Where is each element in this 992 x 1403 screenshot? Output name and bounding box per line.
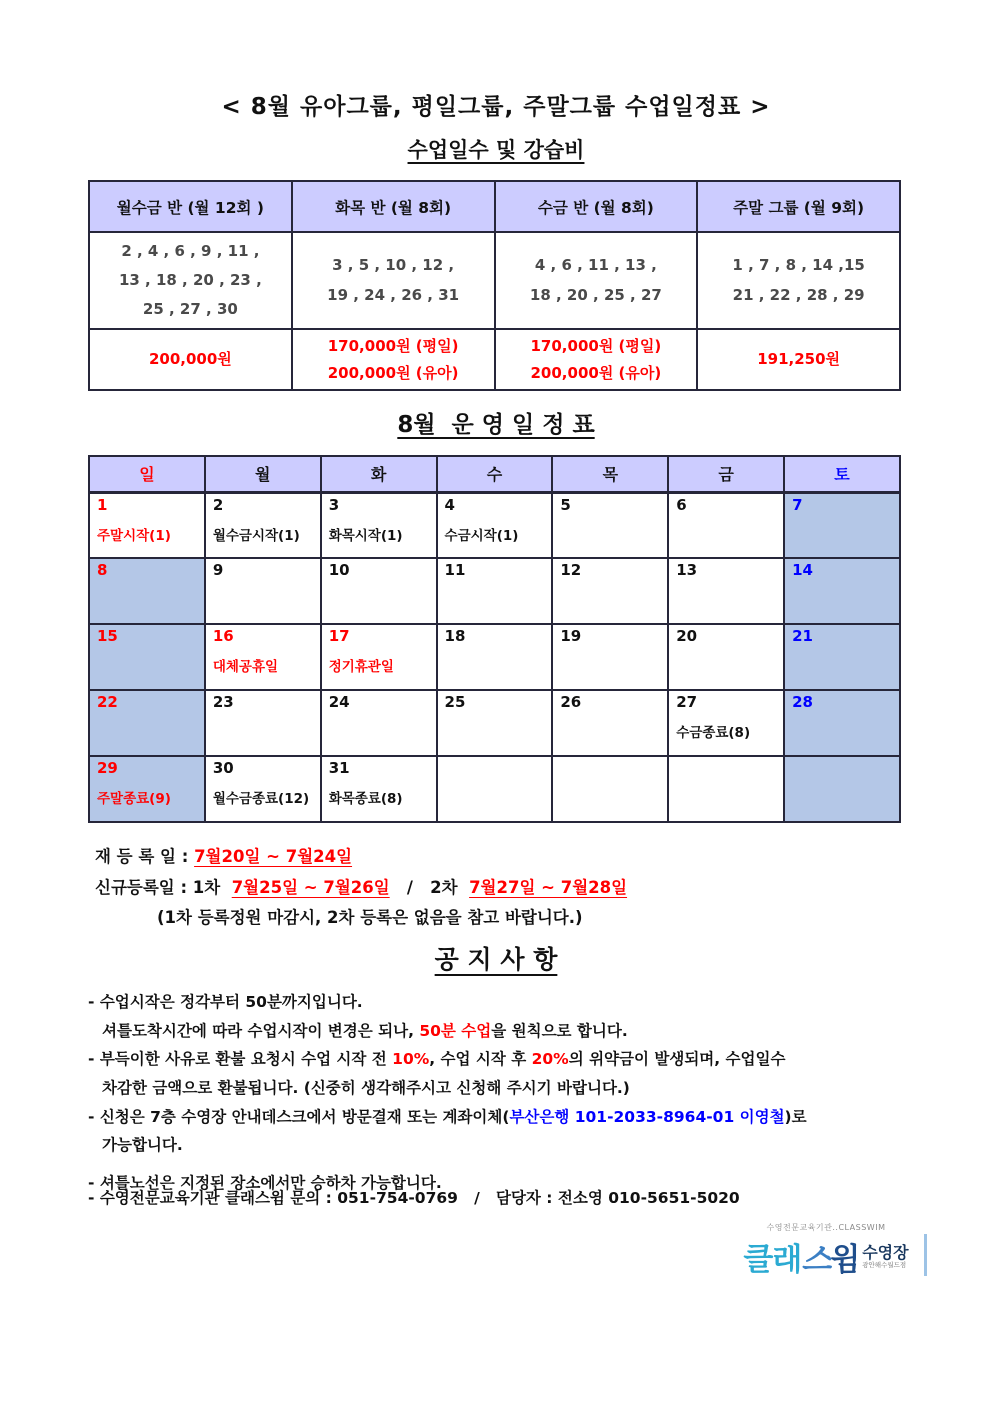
re-registration-line [95, 842, 627, 873]
day-label: 수금시작(1) [444, 527, 519, 544]
calendar-day-cell [552, 624, 668, 690]
fee-line: 170,000원 (평일) [530, 336, 662, 355]
new-registration-line [95, 873, 627, 904]
calendar-week-row [89, 558, 900, 624]
weekday-header-tue: 화 [321, 456, 437, 492]
day-number: 16 [212, 627, 234, 645]
day-number: 21 [792, 627, 813, 645]
calendar-week-row [89, 624, 900, 690]
day-number: 6 [676, 495, 687, 514]
day-number: 13 [676, 561, 698, 579]
fee-weekend [697, 329, 900, 390]
day-label: 화목종료(8) [328, 791, 403, 807]
calendar-day-cell [784, 558, 900, 624]
day-label: 주말시작(1) [97, 527, 171, 544]
new-registration-dates-1: 7월25일 ~ 7월26일 [231, 877, 390, 897]
class-dates-row [89, 232, 900, 329]
calendar-day-cell [89, 756, 205, 822]
day-number: 23 [212, 693, 234, 711]
contact-line [88, 1186, 740, 1208]
day-number: 1 [97, 495, 108, 514]
notice-item-refund-cont [88, 1074, 920, 1103]
calendar-day-cell [89, 624, 205, 690]
day-number: 26 [560, 693, 582, 711]
dates-line: 2 , 4 , 6 , 9 , 11 , [121, 241, 260, 260]
day-label: 정기휴관일 [328, 659, 394, 675]
text-segment: , 수업 시작 후 [429, 1050, 532, 1069]
calendar-day-cell [321, 756, 437, 822]
class-dates-tue-thu [292, 232, 495, 329]
notice-item-class-time [88, 988, 920, 1017]
calendar-day-cell [321, 624, 437, 690]
text-segment: )로 [784, 1107, 807, 1126]
logo-wave-seu: 스 [801, 1242, 831, 1278]
fee-col-header-wed-fri: 수금 반 (월 8회) [495, 181, 698, 232]
dates-line: 4 , 6 , 11 , 13 , [534, 256, 657, 275]
calendar-day-cell [668, 756, 784, 822]
notice-list [88, 988, 920, 1198]
day-number: 5 [560, 495, 571, 514]
calendar-day-cell [784, 690, 900, 756]
class-dates-weekend [697, 232, 900, 329]
weekday-header-mon: 월 [205, 456, 321, 492]
fee-line: 200,000원 [148, 350, 232, 368]
dates-line: 18 , 20 , 25 , 27 [529, 285, 662, 304]
day-number: 15 [97, 627, 118, 645]
text-segment: 재 등 록 일 : [95, 847, 195, 866]
class-dates-wed-fri [495, 232, 698, 329]
class-dates-mon-wed-fri [89, 232, 292, 329]
fee-mon-wed-fri [89, 329, 292, 390]
day-number: 11 [444, 561, 466, 579]
day-number: 18 [444, 627, 466, 645]
highlight-20pct: 20% [531, 1050, 569, 1069]
calendar-day-cell [668, 492, 784, 558]
calendar-day-cell [668, 624, 784, 690]
page-title: < 8월 유아그룹, 평일그룹, 주말그룹 수업일정표 > [221, 94, 771, 120]
calendar-day-cell [784, 624, 900, 690]
logo-divider-bar [924, 1234, 927, 1276]
dates-line: 21 , 22 , 28 , 29 [732, 285, 865, 304]
calendar-day-cell [89, 690, 205, 756]
day-label: 대체공휴일 [212, 659, 279, 675]
fee-line: 191,250원 [757, 350, 841, 368]
day-number: 20 [676, 627, 698, 645]
day-number: 3 [328, 495, 340, 514]
re-registration-dates: 7월20일 ~ 7월24일 [194, 847, 353, 866]
weekday-header-sat: 토 [784, 456, 900, 492]
calendar-day-cell [552, 558, 668, 624]
text-segment: 을 원칙으로 합니다. [491, 1021, 628, 1040]
calendar-day-cell [89, 492, 205, 558]
calendar-day-cell [205, 492, 321, 558]
day-label: 화목시작(1) [328, 527, 403, 544]
fee-tue-thu [292, 329, 495, 390]
calendar-day-cell [321, 492, 437, 558]
fee-wed-fri [495, 329, 698, 390]
fee-col-header-weekend: 주말 그룹 (월 9회) [697, 181, 900, 232]
day-number: 14 [792, 561, 813, 579]
logo-branch-label: 광안해수월드점 [862, 1260, 907, 1269]
day-number: 7 [792, 495, 803, 514]
bank-account-info: 부산은행 101-2033-8964-01 이영철 [509, 1107, 785, 1126]
notice-item-payment [88, 1103, 920, 1132]
day-number: 9 [212, 561, 224, 579]
day-number: 29 [97, 759, 118, 777]
logo-pool-label: 수영장 [862, 1243, 909, 1263]
calendar-week-row [89, 756, 900, 822]
dates-line: 13 , 18 , 20 , 23 , [118, 270, 262, 289]
day-number: 24 [328, 693, 350, 711]
text-segment: 의 위약금이 발생되며, 수업일수 [568, 1050, 786, 1069]
day-label: 월수금시작(1) [212, 527, 300, 544]
calendar-day-cell [668, 690, 784, 756]
weekday-header-thu: 목 [552, 456, 668, 492]
day-number: 12 [560, 561, 582, 579]
fee-col-header-tue-thu: 화목 반 (월 8회) [292, 181, 495, 232]
dates-line: 3 , 5 , 10 , 12 , [332, 256, 455, 275]
text-segment: 신규등록일 : 1차 [95, 877, 232, 897]
calendar-day-cell [321, 690, 437, 756]
registration-info [95, 842, 627, 934]
notice-item-class-time-cont [88, 1017, 920, 1046]
day-number: 28 [792, 693, 813, 711]
logo-branch-block [862, 1244, 908, 1269]
calendar-day-cell [205, 690, 321, 756]
fee-row [89, 329, 900, 390]
text-segment: / 2차 [389, 877, 470, 897]
day-number: 30 [212, 759, 234, 777]
day-number: 10 [328, 561, 350, 579]
highlight-10pct: 10% [392, 1050, 430, 1069]
day-number: 19 [560, 627, 582, 645]
text-segment: - 부득이한 사유로 환불 요청시 수업 시작 전 [88, 1050, 393, 1069]
day-label: 수금종료(8) [676, 725, 751, 741]
day-number: 31 [328, 759, 350, 777]
calendar-day-cell [552, 756, 668, 822]
fee-line: 200,000원 (유아) [530, 363, 662, 382]
weekday-header-fri: 금 [668, 456, 784, 492]
calendar-day-cell [437, 624, 553, 690]
calendar-body [89, 492, 900, 822]
dates-line: 1 , 7 , 8 , 14 ,15 [732, 256, 865, 275]
weekday-header-sun: 일 [89, 456, 205, 492]
new-registration-dates-2: 7월27일 ~ 7월28일 [469, 877, 628, 897]
day-label: 월수금종료(12) [212, 791, 310, 807]
classwim-logo [733, 1222, 919, 1279]
notice-item-refund [88, 1045, 920, 1074]
text-segment: - 수업시작은 정각부터 50분까지입니다. [88, 993, 363, 1011]
fee-table-title: 수업일수 및 강습비 [407, 138, 585, 162]
logo-tagline: 수영전문교육기관..CLASSWIM [766, 1223, 886, 1232]
day-number: 8 [97, 561, 108, 579]
calendar-day-cell [784, 756, 900, 822]
calendar-day-cell [552, 690, 668, 756]
logo-text-wim: 윔 [830, 1242, 860, 1278]
text-segment: - 셔틀노선은 지정된 장소에서만 승하차 가능합니다. [88, 1174, 442, 1193]
logo-wordmark [733, 1234, 919, 1279]
weekday-header-wed: 수 [437, 456, 553, 492]
calendar-day-cell [321, 558, 437, 624]
day-number: 27 [676, 693, 698, 711]
notice-item-payment-cont [88, 1131, 920, 1160]
calendar-title: 8월 운 영 일 정 표 [397, 412, 595, 438]
calendar-header-row [89, 456, 900, 492]
day-number: 4 [444, 495, 455, 514]
day-label: 주말종료(9) [97, 791, 171, 807]
day-number: 25 [444, 693, 466, 711]
dates-line: 25 , 27 , 30 [142, 300, 238, 319]
text-segment: 가능합니다. [102, 1136, 183, 1155]
notice-title: 공 지 사 항 [434, 945, 558, 974]
highlight-50min: 50분 수업 [419, 1021, 492, 1040]
calendar-day-cell [437, 558, 553, 624]
day-number: 2 [212, 495, 224, 514]
calendar-day-cell [437, 756, 553, 822]
calendar-week-row [89, 690, 900, 756]
calendar-day-cell [205, 558, 321, 624]
calendar-day-cell [205, 624, 321, 690]
registration-note: (1차 등록정원 마감시, 2차 등록은 없음을 참고 바랍니다.) [157, 908, 583, 928]
text-segment: - 신청은 7층 수영장 안내데스크에서 방문결재 또는 계좌이체( [88, 1107, 510, 1126]
calendar-day-cell [437, 690, 553, 756]
fee-table [88, 180, 901, 391]
day-number: 22 [97, 693, 118, 711]
dates-line: 19 , 24 , 26 , 31 [327, 285, 460, 304]
calendar-day-cell [784, 492, 900, 558]
calendar-day-cell [668, 558, 784, 624]
fee-table-header-row [89, 181, 900, 232]
logo-text-keul-lae: 클래 [743, 1242, 802, 1278]
fee-line: 170,000원 (평일) [327, 336, 459, 355]
fee-col-header-mon-wed-fri: 월수금 반 (월 12회 ) [89, 181, 292, 232]
fee-line: 200,000원 (유아) [327, 363, 459, 382]
day-number: 17 [328, 627, 350, 645]
text-segment: 차감한 금액으로 환불됩니다. (신중히 생각해주시고 신청해 주시기 바랍니다.) [102, 1079, 630, 1098]
calendar-day-cell [205, 756, 321, 822]
calendar-table [88, 455, 901, 823]
calendar-day-cell [437, 492, 553, 558]
calendar-day-cell [89, 558, 205, 624]
calendar-day-cell [552, 492, 668, 558]
text-segment: 셔틀도착시간에 따라 수업시작이 변경은 되나, [102, 1021, 420, 1040]
calendar-week-row [89, 492, 900, 558]
text-segment: - 수영전문교육기관 클래스윔 문의 : 051-754-0769 / 담당자 : 전소영 010-5651-5020 [88, 1189, 740, 1207]
